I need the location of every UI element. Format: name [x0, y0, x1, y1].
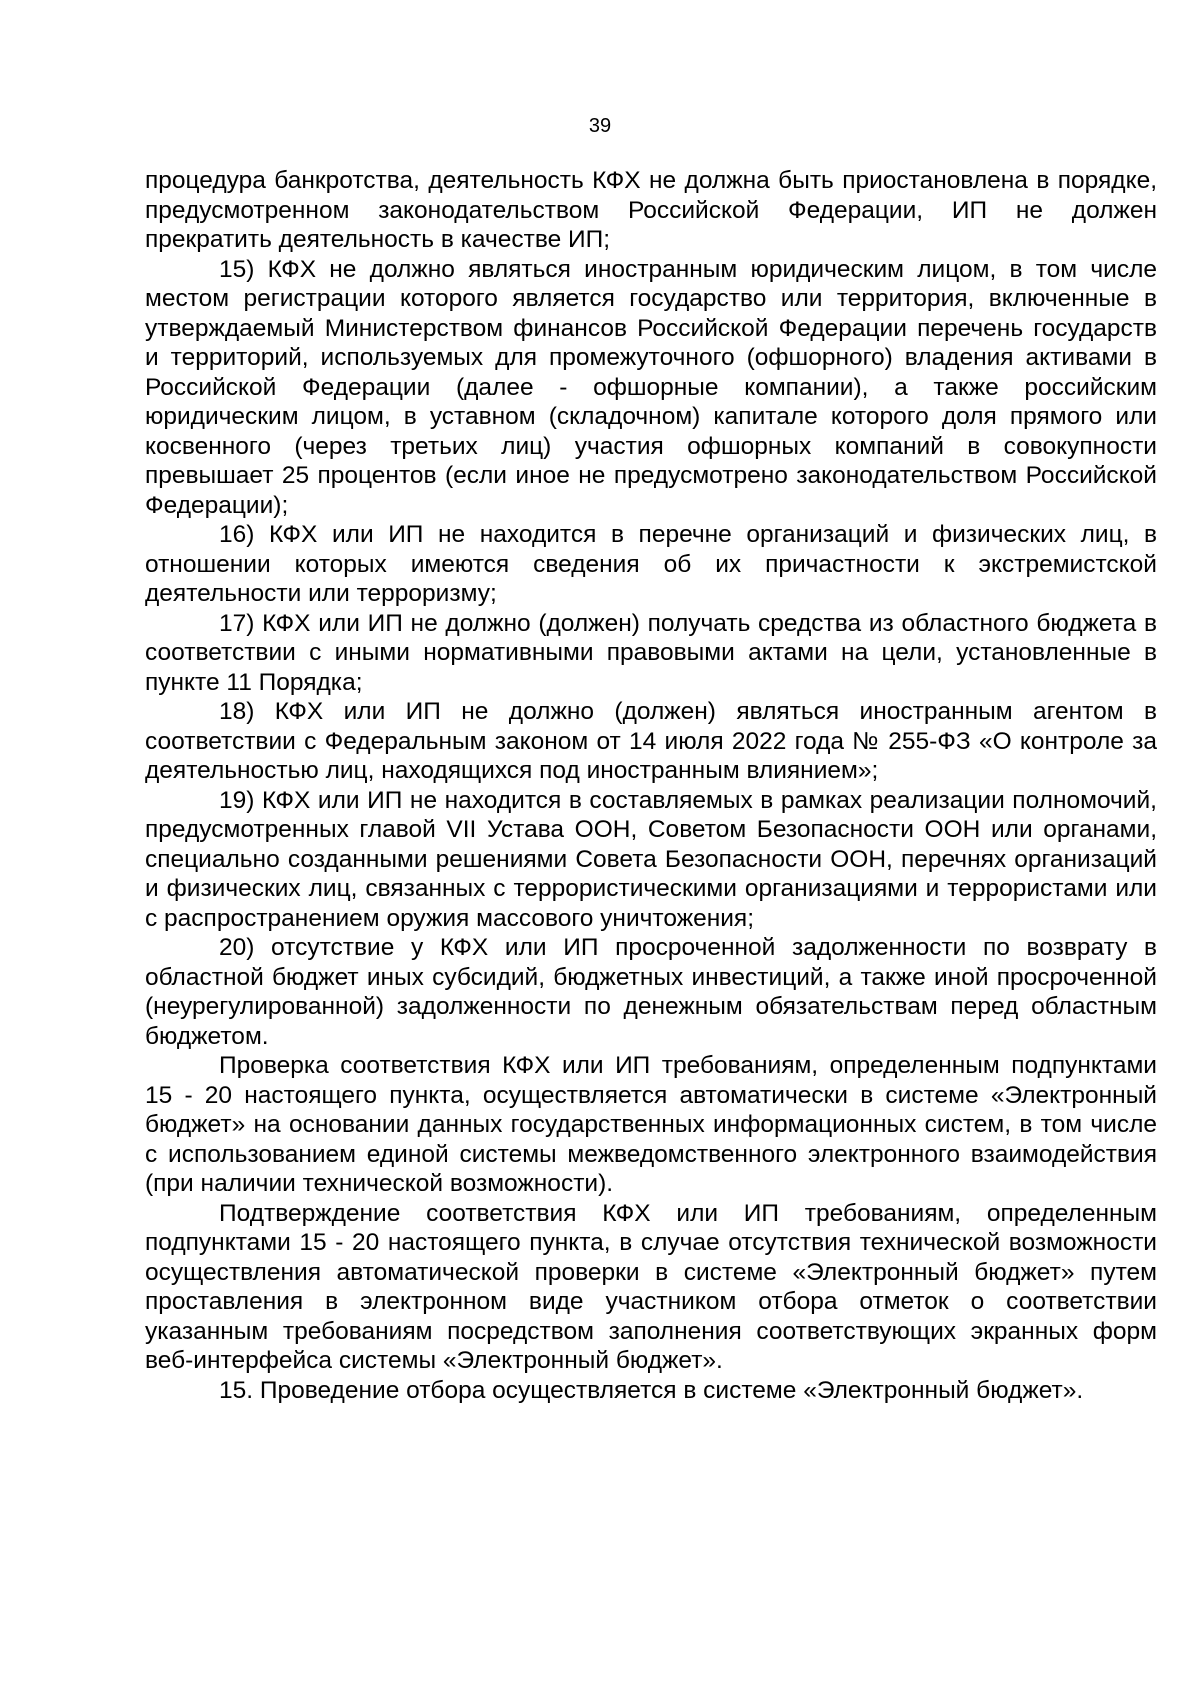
paragraph-item-18: 18) КФХ или ИП не должно (должен) являться иностранным агентом в соответствии с Федеральным законом от 14 июля 2022 года № 255-ФЗ «О контроле за деятельностью лиц, находящихся под иностранным влиянием»; — [145, 698, 1157, 784]
paragraph-item-15: 15) КФХ не должно являться иностранным юридическим лицом, в том числе местом регистрации которого является государство или территория, включенные в утверждаемый Министерством финансов Российской Федерации перечень государств и территорий, используемых для промежуточного (офшорного) владения активами в Российской Федерации (далее - офшорные компании), а также российским юридическим лицом, в уставном (складочном) капитале которого доля прямого или косвенного (через третьих лиц) участия офшорных компаний в совокупности превышает 25 процентов (если иное не предусмотрено законодательством Российской Федерации); — [145, 255, 1157, 519]
paragraph-continuation: процедура банкротства, деятельность КФХ не должна быть приостановлена в порядке, предусмотренном законодательством Российской Федерации, ИП не должен прекратить деятельность в качестве ИП; — [145, 167, 1157, 253]
paragraph-item-20: 20) отсутствие у КФХ или ИП просроченной задолженности по возврату в областной бюджет иных субсидий, бюджетных инвестиций, а также иной просроченной (неурегулированной) задолженности по денежным обязательствам перед областным бюджетом. — [145, 934, 1157, 1050]
document-body — [145, 166, 1157, 1405]
paragraph-item-16: 16) КФХ или ИП не находится в перечне организаций и физических лиц, в отношении которых имеются сведения об их причастности к экстремистской деятельности или терроризму; — [145, 521, 1157, 607]
page-number: 39 — [588, 115, 612, 137]
paragraph-item-19: 19) КФХ или ИП не находится в составляемых в рамках реализации полномочий, предусмотренных главой VII Устава ООН, Советом Безопасности ООН или органами, специально созданными решениями Совета Безопасности ООН, перечнях организаций и физических лиц, связанных с террористическими организациями и террористами или с распространением оружия массового уничтожения; — [145, 786, 1157, 932]
paragraph-item-17: 17) КФХ или ИП не должно (должен) получать средства из областного бюджета в соответствии с иными нормативными правовыми актами на цели, установленные в пункте 11 Порядка; — [145, 609, 1157, 696]
paragraph-clause-15: 15. Проведение отбора осуществляется в системе «Электронный бюджет». — [219, 1376, 1084, 1404]
paragraph-verification: Проверка соответствия КФХ или ИП требованиям, определенным подпунктами 15 - 20 настоящего пункта, осуществляется автоматически в системе «Электронный бюджет» на основании данных государственных информационных систем, в том числе с использованием единой системы межведомственного электронного взаимодействия (при наличии технической возможности). — [145, 1052, 1157, 1197]
paragraph-confirmation: Подтверждение соответствия КФХ или ИП требованиям, определенным подпунктами 15 - 20 настоящего пункта, в случае отсутствия технической возможности осуществления автоматической проверки в системе «Электронный бюджет» путем проставления в электронном виде участником отбора отметок о соответствии указанным требованиям посредством заполнения соответствующих экранных форм веб-интерфейса системы «Электронный бюджет». — [145, 1199, 1157, 1374]
